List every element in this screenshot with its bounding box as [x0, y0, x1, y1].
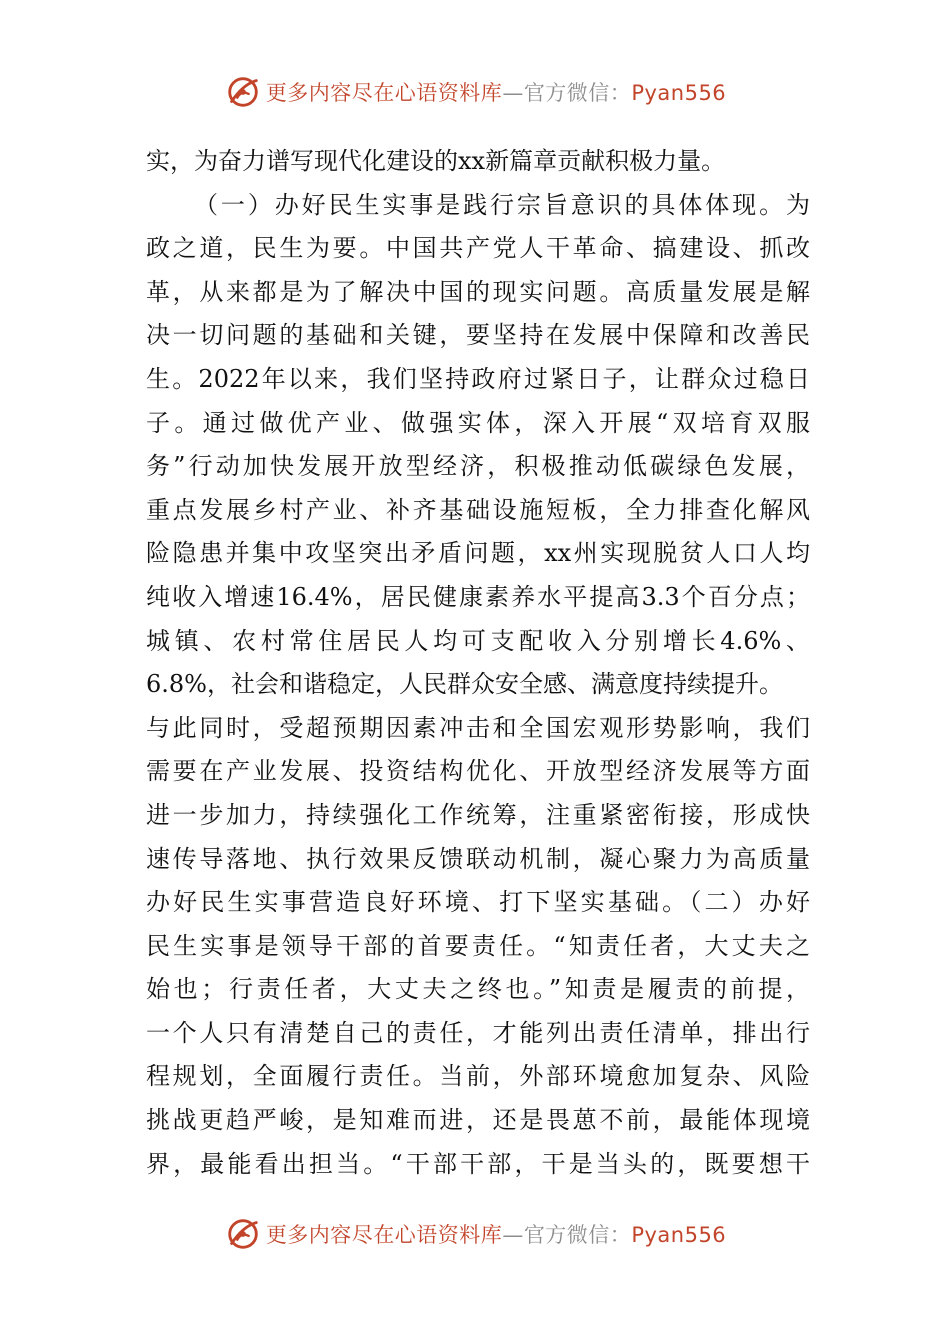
text-line: 纯收入增速16.4%，居民健康素养水平提高3.3个百分点； — [146, 582, 810, 611]
text-line: 与此同时，受超预期因素冲击和全国宏观形势影响，我们 — [146, 713, 810, 742]
text-line: 6.8%，社会和谐稳定，人民群众安全感、满意度持续提升。 — [146, 670, 783, 699]
text-line: 革，从来都是为了解决中国的现实问题。高质量发展是解 — [146, 277, 810, 306]
text-line: 始也；行责任者，大丈夫之终也。”知责是履责的前提， — [146, 975, 810, 1004]
footer-banner — [0, 1214, 950, 1254]
header-wechat-label: 官方微信： — [523, 81, 632, 105]
text-line: 城镇、农村常住居民人均可支配收入分别增长4.6%、 — [146, 626, 810, 655]
text-line: 决一切问题的基础和关键，要坚持在发展中保障和改善民 — [146, 321, 810, 350]
header-separator: — — [502, 81, 524, 105]
header-banner — [0, 72, 950, 112]
text-line: 需要在产业发展、投资结构优化、开放型经济发展等方面 — [146, 757, 810, 786]
text-line: 重点发展乡村产业、补齐基础设施短板，全力排查化解风 — [146, 495, 810, 524]
text-line: 进一步加力，持续强化工作统筹，注重紧密衔接，形成快 — [146, 800, 810, 829]
footer-banner-text — [266, 1219, 726, 1249]
text-line: 政之道，民生为要。中国共产党人干革命、搞建设、抓改 — [146, 234, 810, 263]
header-wechat-id: Pyan556 — [631, 81, 727, 105]
text-line: 务”行动加快发展开放型经济，积极推动低碳绿色发展， — [146, 452, 810, 481]
document-body — [146, 140, 810, 1186]
brand-logo-icon — [224, 73, 262, 111]
text-line: 民生实事是领导干部的首要责任。“知责任者，大丈夫之 — [146, 931, 810, 960]
text-line: 一个人只有清楚自己的责任，才能列出责任清单，排出行 — [146, 1018, 810, 1047]
footer-wechat-label: 官方微信： — [523, 1223, 632, 1247]
text-line: 办好民生实事营造良好环境、打下坚实基础。（二）办好 — [146, 888, 810, 917]
text-line: 速传导落地、执行效果反馈联动机制，凝心聚力为高质量 — [146, 844, 810, 873]
footer-library-text: 更多内容尽在心语资料库 — [265, 1223, 503, 1247]
header-banner-text — [266, 77, 726, 107]
brand-logo-icon — [224, 1215, 262, 1253]
text-line: 子。通过做优产业、做强实体，深入开展“双培育双服 — [146, 408, 810, 437]
text-line: 实，为奋力谱写现代化建设的xx新篇章贡献积极力量。 — [146, 147, 726, 175]
text-line: 程规划，全面履行责任。当前，外部环境愈加复杂、风险 — [146, 1062, 810, 1091]
footer-wechat-id: Pyan556 — [631, 1223, 727, 1247]
text-line: 险隐患并集中攻坚突出矛盾问题，xx州实现脱贫人口人均 — [146, 539, 810, 568]
text-line: 界，最能看出担当。“干部干部，干是当头的，既要想干 — [146, 1149, 810, 1178]
footer-separator: — — [502, 1223, 524, 1247]
text-line: 生。2022年以来，我们坚持政府过紧日子，让群众过稳日 — [146, 364, 810, 393]
text-line: 挑战更趋严峻，是知难而进，还是畏葸不前，最能体现境 — [146, 1106, 810, 1135]
header-library-text: 更多内容尽在心语资料库 — [265, 81, 503, 105]
text-line: （一）办好民生实事是践行宗旨意识的具体体现。为 — [194, 190, 810, 219]
